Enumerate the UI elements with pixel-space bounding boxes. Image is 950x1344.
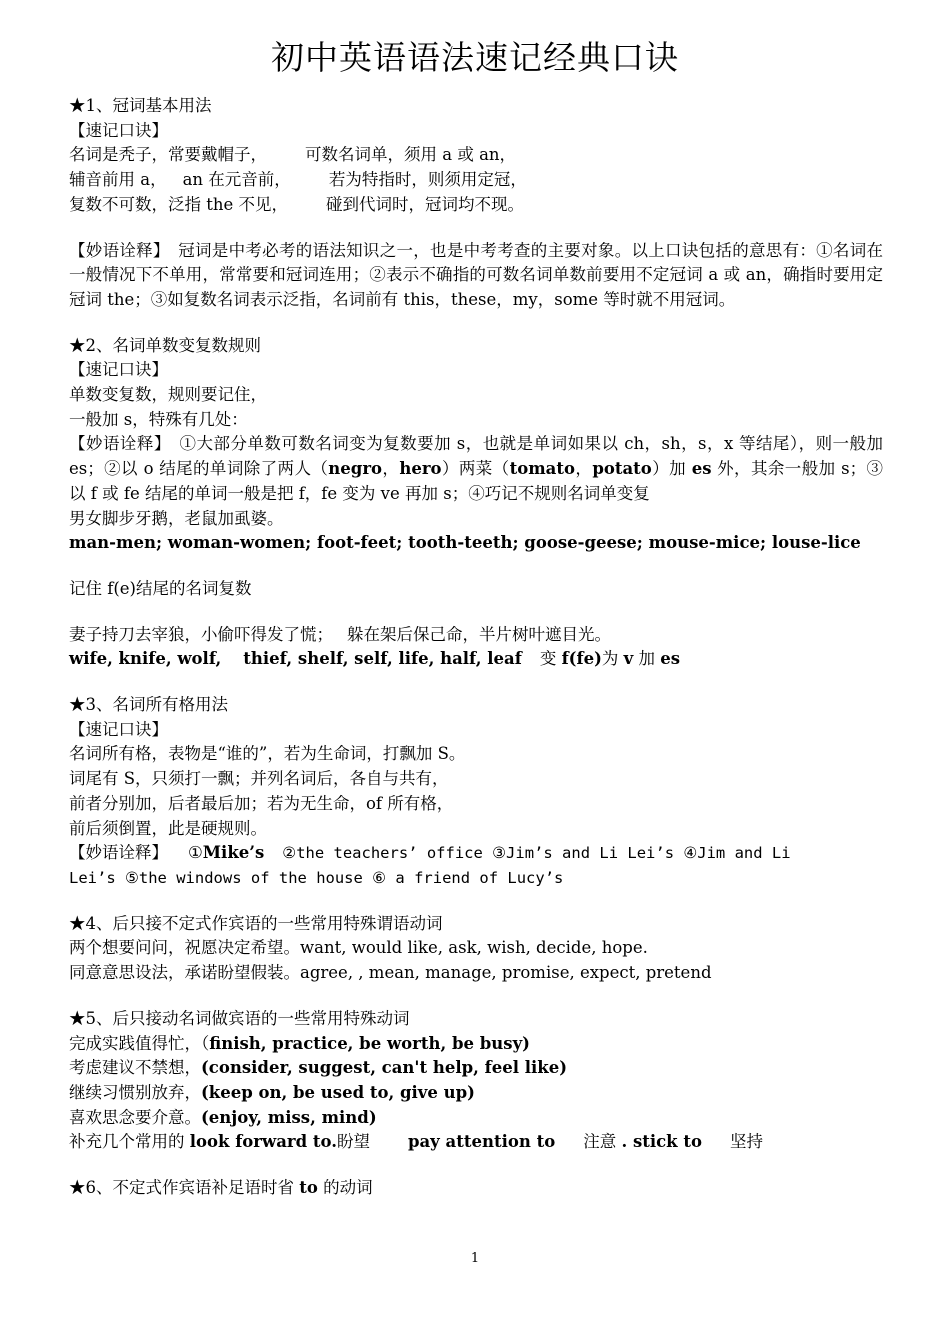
text-span: 完成实践值得忙，（ [69,1033,210,1053]
text-span: 坚持 [730,1132,763,1152]
section-2-rhyme-line-1: 单数变复数，规则要记住， [69,385,267,405]
section-1-explanation: 【妙语诠释】 冠词是中考必考的语法知识之一，也是中考考查的主要对象。以上口诀包括的意思有：①名词在一般情况下不单用，常常要和冠词连用；②表示不确指的可数名词单数前要用不定冠词 a 或 an，确指时要用定冠词 the；③如复数名词表示泛指，名词前有 this，these，my，some 等时就不用冠词。 [69,240,883,309]
document-body [69,94,883,1201]
text-span: 名词是秃子，常要戴帽子， [69,145,267,165]
text-span: Mike’s [202,843,265,863]
text-span: 变 [539,649,562,669]
text-span: wife, knife, wolf, [69,649,222,669]
section-3-rhyme-line-1: 名词所有格，表物是“谁的”，若为生命词，打飘加 S。 [69,744,466,764]
text-span: ① [188,843,203,863]
text-span: 补充几个常用的 [69,1132,190,1152]
section-3-label: 【速记口诀】 [69,719,168,739]
text-span: (enjoy, miss, mind) [201,1107,377,1127]
text-span: ②the teachers’ office ③Jim’s and Li Lei’s ④Jim and Li [282,844,791,863]
text-span: v [623,649,634,669]
text-span: 【妙语诠释】 [69,843,168,863]
text-span: 考虑建议不禁想， [69,1058,201,1078]
text-span: potato [592,459,652,479]
section-3-rhyme-line-2: 词尾有 S，只须打一飘；并列名词后，各自与共有， [69,769,449,789]
text-span: (keep on, be used to, give up) [201,1082,475,1102]
text-span: 躲在架后保己命，半片树叶遮目光。 [347,624,611,644]
section-4-heading: ★4、后只接不定式作宾语的一些常用特殊谓语动词 [69,913,443,933]
section-1-rhyme-line-2 [69,168,883,193]
section-1-rhyme-line-3 [69,193,883,218]
section-5-line-5 [69,1130,883,1155]
text-span: to [299,1178,318,1198]
section-2-fe-title: 记住 f(e)结尾的名词复数 [69,578,252,598]
text-span: 喜欢思念要介意。 [69,1107,201,1127]
text-span: 继续习惯别放弃， [69,1082,201,1102]
text-span: look forward to. [189,1132,337,1152]
section-2-heading: ★2、名词单数变复数规则 [69,335,261,355]
text-span: finish, practice, be worth, be busy) [209,1033,530,1053]
text-span: 碰到代词时，冠词均不现。 [326,194,525,214]
text-span: an 在元音前， [182,170,291,190]
section-1-rhyme-line-1 [69,143,883,168]
section-5-heading: ★5、后只接动名词做宾语的一些常用特殊动词 [69,1008,410,1028]
section-2-rhyme-line-2: 一般加 s，特殊有几处： [69,409,248,429]
section-2-label: 【速记口诀】 [69,360,168,380]
text-span: ）加 [651,459,692,479]
text-span: 的动词 [317,1178,373,1198]
text-span: ）两菜（ [441,459,510,479]
text-span: negro [328,459,383,479]
text-span: ， [382,459,400,479]
section-5-line-1 [69,1032,883,1057]
text-span: hero [399,459,442,479]
text-span: 外，其余一般加 s；③以 f 或 fe 结尾的单词一般是把 f，fe 变为 ve 再加 s；④巧记不规则名词单变复 [69,459,884,503]
text-span: . stick to [621,1132,702,1152]
text-span: (consider, suggest, can't help, feel like) [201,1058,568,1078]
section-3-rhyme-line-4: 前后须倒置，此是硬规则。 [69,818,267,838]
page-number: 1 [470,1251,480,1266]
text-span: es [691,459,712,479]
section-2-fe-rhyme [69,623,883,648]
text-span: ★6、不定式作宾语补足语时省 [69,1178,300,1198]
text-span: 盼望 [336,1132,370,1152]
section-5-line-2 [69,1056,883,1081]
section-2-irregular-rhyme: 男女脚步牙鹅，老鼠加虱婆。 [69,508,284,528]
text-span: 妻子持刀去宰狼，小偷吓得发了慌； [69,624,333,644]
text-span: 加 [633,649,661,669]
text-span: 注意 [583,1132,622,1152]
text-span: thief, shelf, self, life, half, leaf [243,649,522,669]
text-span: 若为特指时，则须用定冠， [328,170,527,190]
section-2-irregular-pairs: man-men; woman-women; foot-feet; tooth-teeth; goose-geese; mouse-mice; louse-lice [69,533,861,553]
section-3-explanation-line-2: Lei’s ⑤the windows of the house ⑥ a friend of Lucy’s [69,868,564,887]
section-4-line-1: 两个想要问问，祝愿决定希望。want, would like, ask, wish, decide, hope. [69,938,648,958]
text-span: 可数名词单，须用 a 或 an， [305,145,517,165]
text-span: f(fe) [561,649,602,669]
text-span: 复数不可数，泛指 the 不见， [69,194,289,214]
section-2-explanation [69,432,883,506]
section-5-line-4 [69,1106,883,1131]
section-1-heading: ★1、冠词基本用法 [69,96,212,115]
text-span: ， [575,459,593,479]
section-3-rhyme-line-3: 前者分别加，后者最后加；若为无生命，of 所有格， [69,793,454,813]
section-4-line-2: 同意意思设法，承诺盼望假装。agree, , mean, manage, promise, expect, pretend [69,963,712,983]
text-span: 辅音前用 a， [69,170,167,190]
text-span: es [660,649,681,669]
text-span: pay attention to [407,1132,556,1152]
section-3-heading: ★3、名词所有格用法 [69,695,228,715]
section-2-fe-words [69,647,883,672]
text-span: 为 [601,649,624,669]
section-6-heading [69,1176,883,1201]
section-1-label: 【速记口诀】 [69,120,168,140]
text-span: tomato [509,459,575,479]
section-5-line-3 [69,1081,883,1106]
page-title: 初中英语语法速记经典口诀 [271,38,679,77]
text-span: 【妙语诠释】 ①大部分单数可数名词变为复数要加 s，也就是单词如果以 ch，sh，s，x 等结尾），则一般加 es；②以 o 结尾的单词除了两人（ [69,434,883,479]
section-3-explanation-line-1 [69,841,883,866]
